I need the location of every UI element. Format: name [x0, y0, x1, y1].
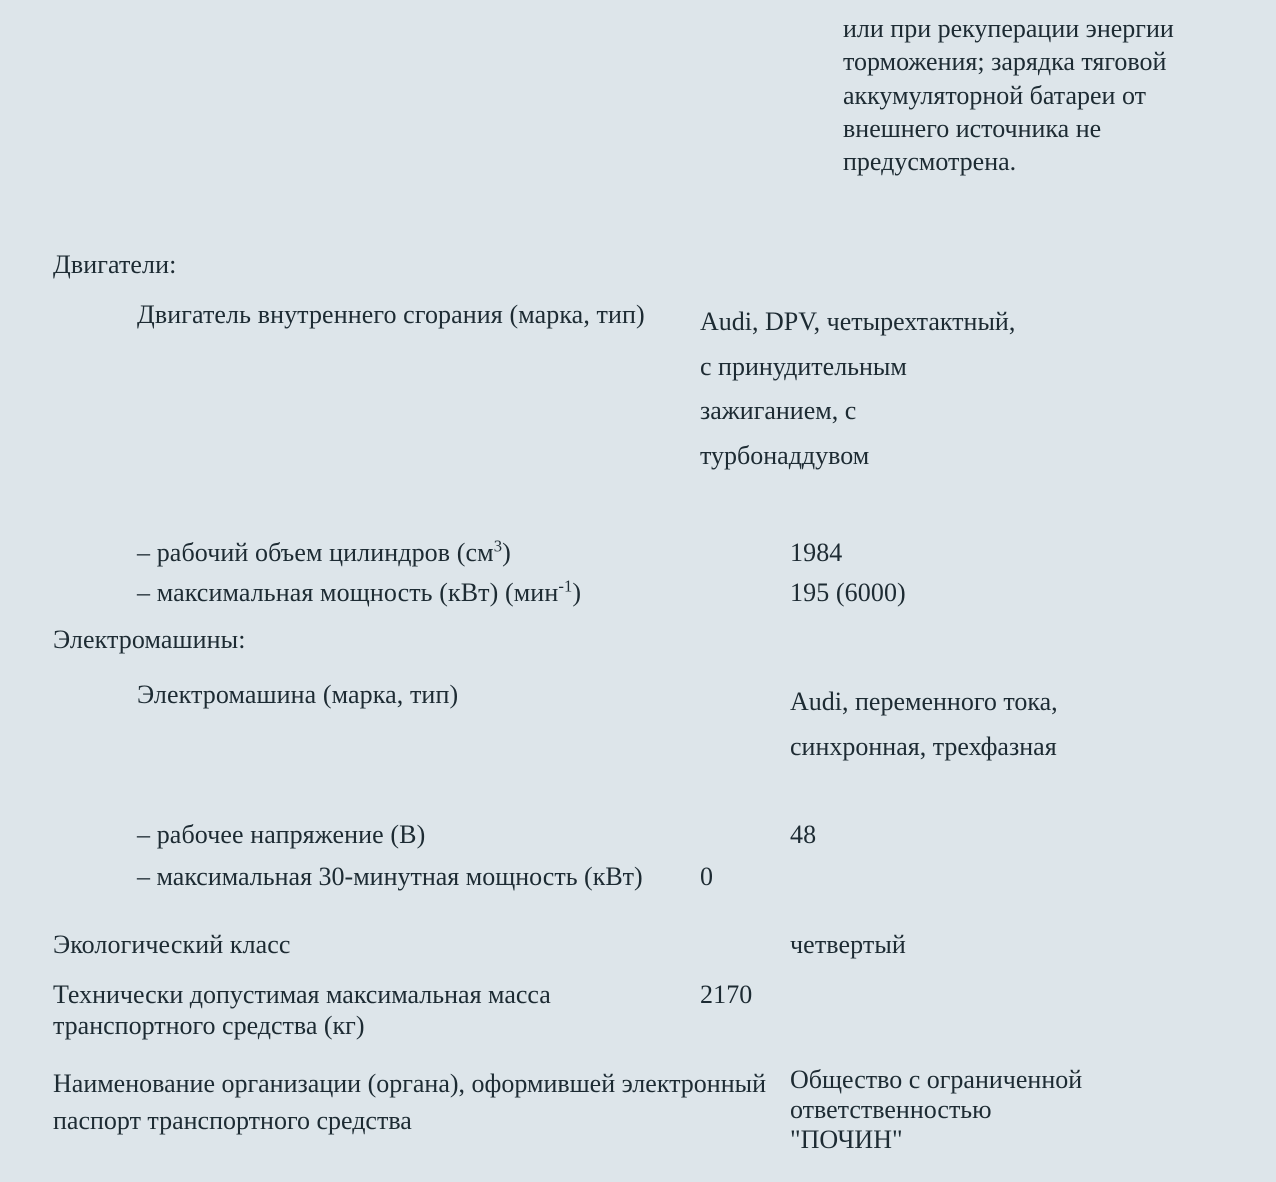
- issuing-organization-label: Наименование организации (органа), оформившей электронный паспорт транспортного средства: [53, 1069, 766, 1136]
- ice-label: Двигатель внутреннего сгорания (марка, тип): [137, 300, 645, 329]
- section-heading-engines-row: [0, 250, 1276, 280]
- displacement-value: 1984: [790, 538, 843, 567]
- displacement-label-prefix: – рабочий объем цилиндров (см: [137, 538, 494, 567]
- continuation-paragraph: или при рекуперации энергии торможения; зарядка тяговой аккумуляторной батареи от внешнего источника не предусмотрена.: [843, 14, 1174, 177]
- max-30min-power-label: – максимальная 30-минутная мощность (кВт): [137, 862, 643, 891]
- max-power-label-sup: -1: [558, 576, 573, 596]
- eco-class-value: четвертый: [790, 930, 906, 959]
- ice-value: Audi, DPV, четырехтактный, с принудительным зажиганием, с турбонаддувом: [700, 307, 1016, 471]
- table-row: [0, 538, 1276, 568]
- table-row: [0, 1065, 1276, 1155]
- eco-class-label: Экологический класс: [53, 930, 291, 959]
- issuing-organization-value: Общество с ограниченной ответственностью "ПОЧИН": [790, 1065, 1083, 1154]
- displacement-label-suffix: ): [502, 538, 511, 567]
- operating-voltage-label: – рабочее напряжение (В): [137, 820, 426, 849]
- max-power-label-suffix: ): [572, 578, 582, 607]
- max-mass-label: Технически допустимая максимальная масса транспортного средства (кг): [53, 980, 551, 1040]
- section-heading-engines: Двигатели:: [53, 250, 177, 279]
- table-row: [0, 820, 1276, 850]
- displacement-label-sup: 3: [493, 536, 503, 556]
- section-heading-emachines-row: [0, 625, 1276, 655]
- section-heading-emachines: Электромашины:: [53, 625, 246, 654]
- table-row: [0, 578, 1276, 608]
- max-power-value: 195 (6000): [790, 578, 906, 607]
- emachine-label: Электромашина (марка, тип): [137, 680, 459, 709]
- emachine-value: Audi, переменного тока, синхронная, трехфазная: [790, 687, 1058, 761]
- table-row: [0, 862, 1276, 893]
- table-row: [0, 300, 1276, 479]
- table-row: [0, 680, 1276, 769]
- max-power-label: [0, 578, 790, 608]
- table-row: [0, 980, 1276, 1041]
- displacement-label: [0, 538, 790, 568]
- operating-voltage-value: 48: [790, 820, 817, 849]
- max-power-label-prefix: – максимальная мощность (кВт) (мин: [137, 578, 559, 607]
- max-mass-value: 2170: [700, 980, 753, 1009]
- table-row: [0, 930, 1276, 960]
- max-30min-power-value: 0: [700, 862, 714, 891]
